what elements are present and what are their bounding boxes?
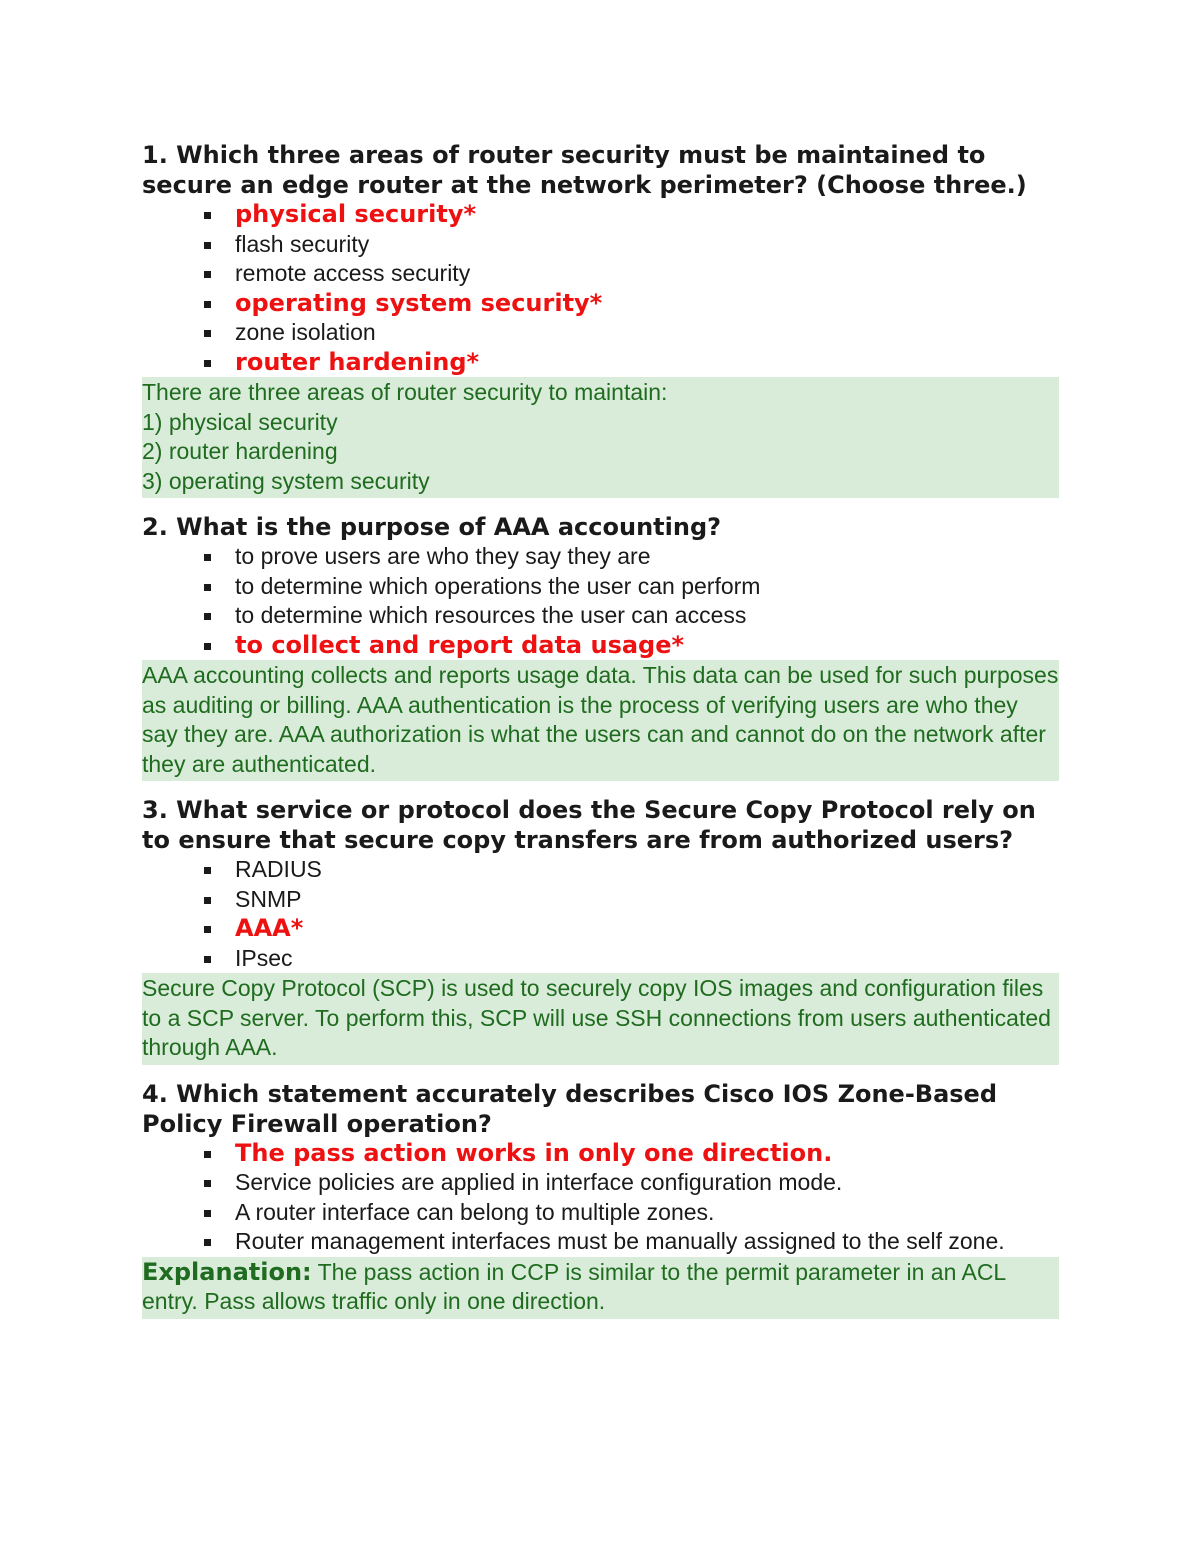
option-text: to determine which resources the user can access	[235, 602, 747, 628]
bullet-icon	[204, 867, 211, 874]
answer-option-correct	[142, 289, 1059, 319]
option-text: SNMP	[235, 885, 302, 912]
answer-option-correct	[142, 200, 1059, 230]
question-title: 3. What service or protocol does the Secure Copy Protocol rely on to ensure that secure copy transfers are from authorized users?	[142, 796, 1036, 854]
answer-options	[142, 1139, 1059, 1257]
bullet-icon	[204, 330, 211, 337]
bullet-icon	[204, 1151, 211, 1158]
bullet-icon	[204, 613, 211, 620]
bullet-icon	[204, 956, 211, 963]
answer-option	[142, 259, 1059, 289]
question-title: 1. Which three areas of router security must be maintained to secure an edge router at the network perimeter? (Choose three.)	[142, 141, 1027, 199]
explanation-box	[142, 1257, 1059, 1319]
bullet-icon	[204, 271, 211, 278]
answer-option-correct	[142, 1139, 1059, 1169]
explanation-text: The pass action in CCP is similar to the permit parameter in an ACL entry. Pass allows traffic only in one direction.	[142, 1258, 1006, 1314]
answer-option	[142, 318, 1059, 348]
answer-option	[142, 1198, 1059, 1228]
option-text: to determine which operations the user can perform	[235, 572, 761, 599]
answer-option	[142, 601, 1059, 631]
answer-option	[142, 230, 1059, 260]
bullet-icon	[204, 1239, 211, 1246]
question-block	[142, 1079, 1059, 1319]
quiz-content	[142, 140, 1059, 1333]
answer-option	[142, 572, 1059, 602]
answer-options	[142, 542, 1059, 660]
option-text: router hardening*	[235, 347, 480, 376]
explanation-text: AAA accounting collects and reports usage data. This data can be used for such purposes as auditing or billing. AAA authentication is the process of verifying users are who they say they are. AAA authorization is what the users can and cannot do on the network after they are authenticated.	[142, 662, 1059, 777]
option-text: physical security*	[235, 200, 477, 228]
answer-option	[142, 1168, 1059, 1198]
option-text: zone isolation	[235, 319, 376, 345]
option-text: RADIUS	[235, 856, 322, 882]
question-block	[142, 140, 1059, 498]
bullet-icon	[204, 212, 211, 219]
explanation-text: Secure Copy Protocol (SCP) is used to securely copy IOS images and configuration files to a SCP server. To perform this, SCP will use SSH connections from users authenticated through AAA.	[142, 975, 1051, 1060]
explanation-line: 2) router hardening	[142, 438, 338, 464]
question-block	[142, 795, 1059, 1065]
bullet-icon	[204, 360, 211, 367]
option-text: flash security	[235, 230, 370, 257]
question-title: 2. What is the purpose of AAA accounting?	[142, 513, 722, 541]
bullet-icon	[204, 926, 211, 933]
option-text: The pass action works in only one direction.	[235, 1138, 833, 1167]
answer-option-correct	[142, 914, 1059, 944]
option-text: Service policies are applied in interface configuration mode.	[235, 1169, 843, 1195]
explanation-line: 1) physical security	[142, 408, 338, 435]
explanation-box	[142, 973, 1059, 1065]
explanation-line: There are three areas of router security to maintain:	[142, 379, 668, 405]
bullet-icon	[204, 643, 211, 650]
bullet-icon	[204, 1210, 211, 1217]
option-text: Router management interfaces must be manually assigned to the self zone.	[235, 1228, 1005, 1254]
option-text: to collect and report data usage*	[235, 630, 685, 659]
explanation-label: Explanation:	[142, 1257, 312, 1286]
option-text: operating system security*	[235, 288, 603, 317]
bullet-icon	[204, 897, 211, 904]
option-text: IPsec	[235, 944, 293, 971]
option-text: A router interface can belong to multiple zones.	[235, 1198, 715, 1225]
explanation-box	[142, 660, 1059, 781]
option-text: AAA*	[235, 914, 304, 942]
answer-option	[142, 855, 1059, 885]
bullet-icon	[204, 242, 211, 249]
explanation-line: 3) operating system security	[142, 467, 430, 494]
bullet-icon	[204, 1180, 211, 1187]
answer-options	[142, 200, 1059, 377]
option-text: remote access security	[235, 260, 471, 286]
answer-option	[142, 885, 1059, 915]
question-block	[142, 512, 1059, 781]
answer-option	[142, 1227, 1059, 1257]
bullet-icon	[204, 301, 211, 308]
bullet-icon	[204, 584, 211, 591]
answer-option	[142, 944, 1059, 974]
bullet-icon	[204, 554, 211, 561]
answer-option	[142, 542, 1059, 572]
answer-options	[142, 855, 1059, 973]
explanation-box	[142, 377, 1059, 498]
answer-option-correct	[142, 348, 1059, 378]
option-text: to prove users are who they say they are	[235, 543, 651, 569]
answer-option-correct	[142, 631, 1059, 661]
question-title: 4. Which statement accurately describes Cisco IOS Zone-Based Policy Firewall operation?	[142, 1079, 998, 1138]
